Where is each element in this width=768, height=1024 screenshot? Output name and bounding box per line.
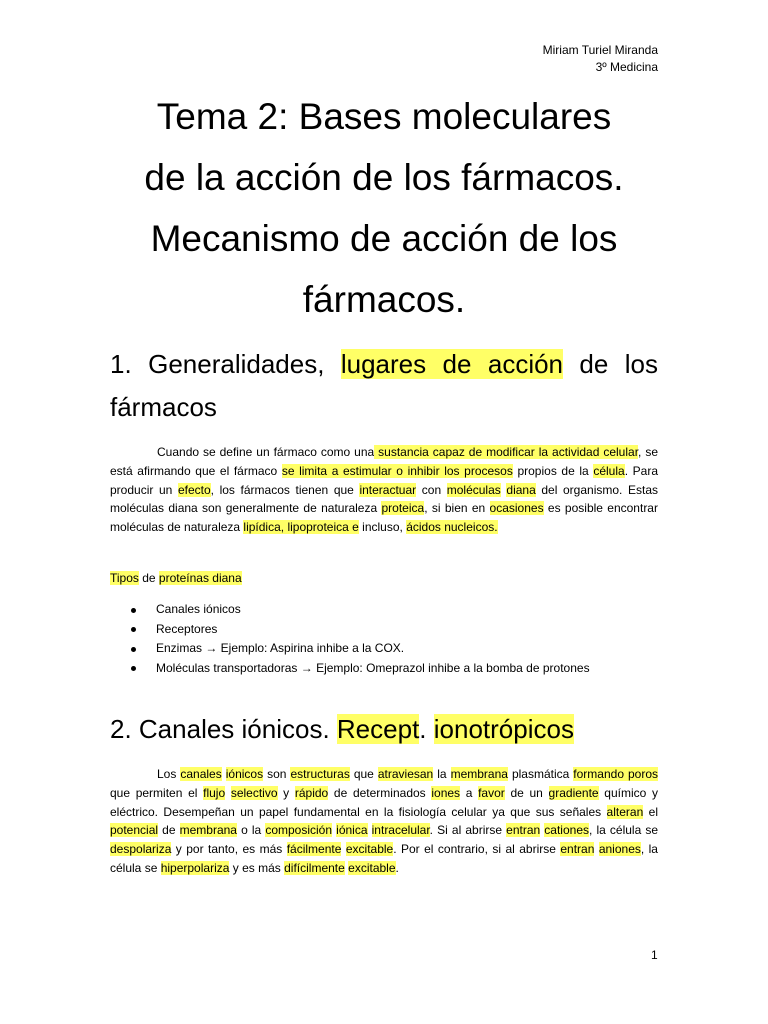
text-run: son bbox=[263, 767, 291, 781]
text-run bbox=[225, 786, 231, 800]
text-run: y es más bbox=[229, 860, 285, 875]
list-item-text: Canales iónicos bbox=[156, 602, 241, 616]
list-item bbox=[131, 659, 590, 679]
title-line-4: fármacos. bbox=[302, 279, 466, 320]
highlighted-text: proteica bbox=[381, 501, 425, 516]
highlighted-text: rápido bbox=[294, 785, 329, 800]
highlighted-text: ácidos nucleicos. bbox=[406, 520, 498, 535]
list-item-text: Moléculas transportadoras → Ejemplo: Omeprazol inhibe a la bomba de protones bbox=[156, 660, 590, 675]
text-run: . bbox=[419, 714, 434, 744]
highlighted-text: formando poros bbox=[573, 767, 659, 781]
text-run: a bbox=[460, 785, 479, 800]
highlighted-text: iónicos bbox=[225, 767, 264, 781]
highlighted-text: iónica bbox=[336, 823, 368, 838]
list-item-text: Enzimas → Ejemplo: Aspirina inhibe a la COX. bbox=[156, 641, 405, 655]
bullet-icon bbox=[131, 627, 136, 632]
highlighted-text: difícilmente bbox=[284, 860, 345, 875]
text-run: incluso, bbox=[358, 520, 407, 535]
highlighted-text: membrana bbox=[179, 823, 237, 838]
document-title bbox=[100, 86, 668, 330]
text-run: Los bbox=[157, 767, 181, 781]
text-run: Cuando se define un fármaco como una bbox=[157, 445, 375, 459]
text-run: , si bien en bbox=[424, 501, 490, 516]
highlighted-text: ionotrópicos bbox=[433, 714, 574, 744]
text-run: propios de la bbox=[512, 463, 594, 478]
highlighted-text: ocasiones bbox=[489, 501, 544, 516]
section-2-heading-part-a: 2. Canales iónicos. bbox=[110, 714, 337, 744]
highlighted-text: aniones bbox=[598, 842, 641, 857]
author-name: Miriam Turiel Miranda bbox=[542, 43, 658, 57]
protein-types-subheading bbox=[110, 570, 242, 587]
highlighted-text: intracelular bbox=[371, 823, 430, 838]
highlighted-text: iones bbox=[431, 785, 461, 800]
section-2-paragraph bbox=[110, 765, 658, 878]
list-item bbox=[131, 639, 590, 659]
text-run: , la célula se bbox=[589, 823, 659, 838]
highlighted-text: efecto bbox=[177, 482, 211, 497]
text-run: de un bbox=[504, 785, 549, 800]
list-item bbox=[131, 620, 590, 640]
highlighted-text: entran bbox=[506, 823, 541, 838]
highlighted-text: selectivo bbox=[230, 785, 278, 800]
text-run: . Si al abrirse bbox=[429, 823, 507, 838]
bullet-icon bbox=[131, 647, 136, 652]
page-header bbox=[543, 42, 658, 76]
section-1-heading-highlight: lugares de acción bbox=[340, 349, 564, 379]
section-1-heading bbox=[110, 343, 658, 429]
protein-types-list bbox=[131, 600, 590, 678]
highlighted-text: cationes bbox=[544, 823, 589, 838]
highlighted-text: atraviesan bbox=[377, 767, 434, 781]
section-1-heading-part-c: de los fármacos bbox=[110, 349, 658, 422]
highlighted-text: canales bbox=[180, 767, 222, 781]
text-run: o la bbox=[236, 823, 266, 838]
highlighted-text: sustancia capaz de modificar la actividad celular bbox=[374, 445, 639, 459]
text-run: , se está afirmando que el fármaco bbox=[110, 445, 658, 478]
text-run: la bbox=[433, 767, 451, 781]
highlighted-text: diana bbox=[506, 482, 536, 497]
text-run: es posible encontrar moléculas de naturaleza bbox=[110, 501, 658, 535]
page-number: 1 bbox=[651, 948, 658, 962]
highlighted-text: composición bbox=[265, 823, 333, 838]
text-run: que bbox=[349, 767, 378, 781]
highlighted-text: alteran bbox=[606, 804, 644, 819]
highlighted-text: excitable bbox=[348, 860, 396, 875]
text-run: de bbox=[158, 823, 180, 838]
text-run: de bbox=[138, 571, 159, 585]
bullet-icon bbox=[131, 608, 136, 613]
section-2-heading bbox=[110, 708, 658, 751]
highlighted-text: moléculas bbox=[446, 482, 501, 497]
highlighted-text: interactuar bbox=[359, 482, 417, 497]
text-run: químico y eléctrico. Desempeñan un papel fundamental en la fisiología celular ya que sus señales bbox=[110, 785, 658, 819]
highlighted-text: célula bbox=[593, 463, 625, 478]
text-run: plasmática bbox=[507, 767, 574, 781]
highlighted-text: lipídica, lipoproteica e bbox=[243, 520, 359, 535]
title-line-3: Mecanismo de acción de los bbox=[150, 218, 618, 259]
text-run: de determinados bbox=[328, 785, 432, 800]
text-run: con bbox=[416, 482, 447, 497]
highlighted-text: se limita a estimular o inhibir los procesos bbox=[281, 463, 513, 478]
highlighted-text: Tipos bbox=[110, 571, 139, 585]
text-run: . Por el contrario, si al abrirse bbox=[393, 842, 561, 857]
text-run: , la célula se bbox=[110, 842, 658, 875]
course-name: 3º Medicina bbox=[595, 60, 658, 74]
text-run: del organismo. Estas moléculas diana son generalmente de naturaleza bbox=[110, 482, 658, 516]
highlighted-text: membrana bbox=[450, 767, 508, 781]
highlighted-text: proteínas diana bbox=[158, 571, 242, 585]
highlighted-text: hiperpolariza bbox=[160, 860, 230, 875]
title-line-1: Tema 2: Bases moleculares bbox=[156, 96, 612, 137]
highlighted-text: gradiente bbox=[548, 785, 599, 800]
text-run: . Para producir un bbox=[110, 463, 658, 497]
bullet-icon bbox=[131, 666, 136, 671]
highlighted-text: Recept bbox=[336, 714, 420, 744]
highlighted-text: fácilmente bbox=[286, 842, 342, 857]
list-item bbox=[131, 600, 590, 620]
highlighted-text: potencial bbox=[110, 823, 159, 838]
section-1-paragraph bbox=[110, 443, 658, 537]
highlighted-text: excitable bbox=[345, 842, 394, 857]
highlighted-text: favor bbox=[478, 785, 505, 800]
highlighted-text: estructuras bbox=[290, 767, 350, 781]
section-1-heading-part-a: 1. Generalidades, bbox=[110, 349, 341, 379]
highlighted-text: flujo bbox=[203, 785, 226, 800]
highlighted-text: despolariza bbox=[110, 842, 172, 857]
text-run: que permiten el bbox=[110, 785, 204, 800]
text-run: . bbox=[395, 860, 399, 875]
highlighted-text: entran bbox=[560, 842, 595, 857]
text-run: y por tanto, es más bbox=[171, 842, 287, 857]
text-run: , los fármacos tienen que bbox=[210, 482, 360, 497]
text-run: y bbox=[277, 785, 295, 800]
text-run: el bbox=[643, 804, 658, 819]
title-line-2: de la acción de los fármacos. bbox=[144, 157, 624, 198]
list-item-text: Receptores bbox=[156, 621, 218, 636]
